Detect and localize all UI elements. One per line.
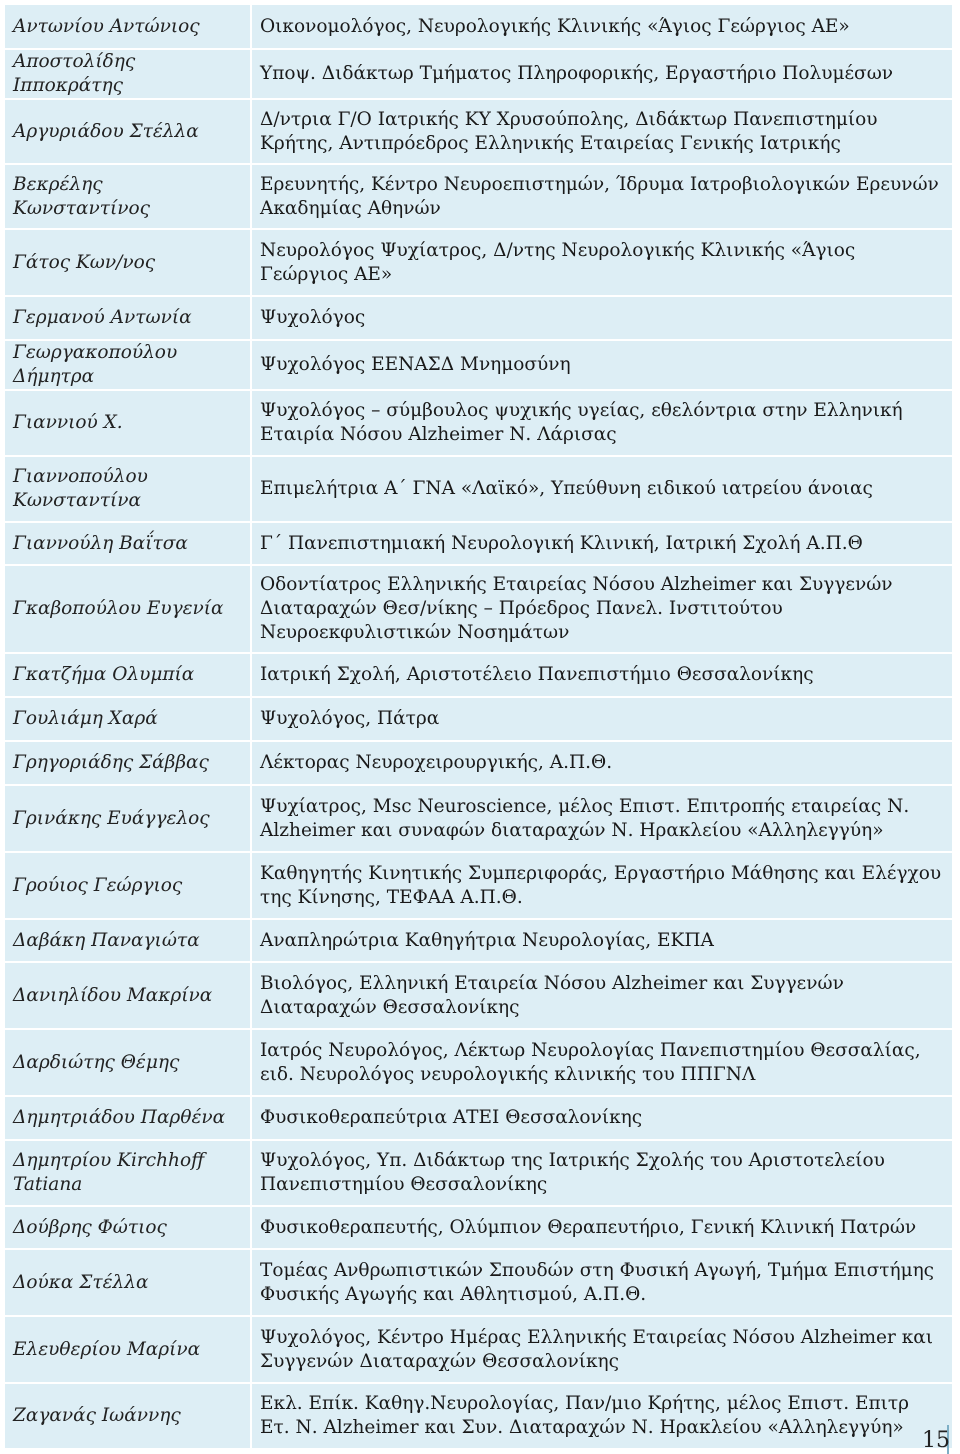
participant-name: Αντωνίου Αντώνιος xyxy=(4,4,251,49)
participant-name: Αργυριάδου Στέλλα xyxy=(4,99,251,164)
participant-name: Γρούιος Γεώργιος xyxy=(4,852,251,919)
participant-name: Γεωργακοπούλου Δήμητρα xyxy=(4,340,251,390)
participant-name: Δημητρίου Kirchhoff Tatiana xyxy=(4,1140,251,1206)
participant-affiliation: Εκλ. Επίκ. Καθηγ.Νευρολογίας, Παν/μιο Κρήτης, μέλος Επιστ. Επιτρ Ετ. Ν. Alzheimer και Συν. Διαταραχών Ν. Ηρακλείου «Αλληλεγγύη» xyxy=(251,1383,953,1449)
participant-name: Δημητριάδου Παρθένα xyxy=(4,1096,251,1140)
participant-name: Γρηγοριάδης Σάββας xyxy=(4,741,251,785)
participant-name: Ελευθερίου Μαρίνα xyxy=(4,1316,251,1383)
participant-name: Γιαννούλη Βαΐτσα xyxy=(4,522,251,565)
participant-affiliation: Φυσικοθεραπευτής, Ολύμπιον Θεραπευτήριο, Γενική Κλινική Πατρών xyxy=(251,1206,953,1249)
table-row xyxy=(4,456,953,522)
participant-affiliation: Ερευνητής, Κέντρο Νευροεπιστημών, Ίδρυμα Ιατροβιολογικών Ερευνών Ακαδημίας Αθηνών xyxy=(251,164,953,229)
participant-name: Γουλιάμη Χαρά xyxy=(4,697,251,741)
table-row xyxy=(4,1140,953,1206)
participant-name: Δούβρης Φώτιος xyxy=(4,1206,251,1249)
table-row xyxy=(4,741,953,785)
participant-affiliation: Ψυχολόγος, Υπ. Διδάκτωρ της Ιατρικής Σχολής του Αριστοτελείου Πανεπιστημίου Θεσσαλονίκης xyxy=(251,1140,953,1206)
participant-affiliation: Ψυχολόγος, Πάτρα xyxy=(251,697,953,741)
participant-affiliation: Ψυχολόγος ΕΕΝΑΣΔ Μνημοσύνη xyxy=(251,340,953,390)
table-row xyxy=(4,785,953,852)
participant-name: Ζαγανάς Ιωάννης xyxy=(4,1383,251,1449)
participant-affiliation: Αναπληρώτρια Καθηγήτρια Νευρολογίας, ΕΚΠΑ xyxy=(251,919,953,962)
table-row xyxy=(4,1383,953,1449)
table-row xyxy=(4,49,953,99)
participant-affiliation: Νευρολόγος Ψυχίατρος, Δ/ντης Νευρολογικής Κλινικής «Άγιος Γεώργιος ΑΕ» xyxy=(251,229,953,296)
table-row xyxy=(4,1316,953,1383)
participant-name: Γιαννιού Χ. xyxy=(4,390,251,456)
table-row xyxy=(4,1029,953,1096)
table-row xyxy=(4,229,953,296)
roster-page xyxy=(3,3,952,1450)
participant-affiliation: Τομέας Ανθρωπιστικών Σπουδών στη Φυσική Αγωγή, Τμήμα Επιστήμης Φυσικής Αγωγής και Αθλητισμού, Α.Π.Θ. xyxy=(251,1249,953,1316)
participant-affiliation: Ψυχολόγος, Κέντρο Ημέρας Ελληνικής Εταιρείας Νόσου Alzheimer και Συγγενών Διαταραχών Θεσσαλονίκης xyxy=(251,1316,953,1383)
participant-affiliation: Βιολόγος, Ελληνική Εταιρεία Νόσου Alzheimer και Συγγενών Διαταραχών Θεσσαλονίκης xyxy=(251,962,953,1029)
participant-name: Γκαβοπούλου Ευγενία xyxy=(4,565,251,653)
participant-name: Γάτος Κων/νος xyxy=(4,229,251,296)
participant-affiliation: Ψυχίατρος, Msc Neuroscience, μέλος Επιστ. Επιτροπής εταιρείας Ν. Alzheimer και συναφών διαταραχών Ν. Ηρακλείου «Αλληλεγγύη» xyxy=(251,785,953,852)
participant-affiliation: Γ΄ Πανεπιστημιακή Νευρολογική Κλινική, Ιατρική Σχολή Α.Π.Θ xyxy=(251,522,953,565)
participants-table-body xyxy=(4,4,953,1449)
participant-affiliation: Υποψ. Διδάκτωρ Τμήματος Πληροφορικής, Εργαστήριο Πολυμέσων xyxy=(251,49,953,99)
table-row xyxy=(4,697,953,741)
table-row xyxy=(4,340,953,390)
participant-name: Δανιηλίδου Μακρίνα xyxy=(4,962,251,1029)
table-row xyxy=(4,164,953,229)
participant-name: Βεκρέλης Κωνσταντίνος xyxy=(4,164,251,229)
table-row xyxy=(4,522,953,565)
page-number: 15 xyxy=(922,1428,950,1453)
table-row xyxy=(4,653,953,697)
participant-affiliation: Καθηγητής Κινητικής Συμπεριφοράς, Εργαστήριο Μάθησης και Ελέγχου της Κίνησης, ΤΕΦΑΑ Α.Π.Θ. xyxy=(251,852,953,919)
table-row xyxy=(4,962,953,1029)
table-row xyxy=(4,852,953,919)
participant-affiliation: Ψυχολόγος – σύμβουλος ψυχικής υγείας, εθελόντρια στην Ελληνική Εταιρία Νόσου Alzheimer Ν. Λάρισας xyxy=(251,390,953,456)
participant-affiliation: Επιμελήτρια Α΄ ΓΝΑ «Λαϊκό», Υπεύθυνη ειδικού ιατρείου άνοιας xyxy=(251,456,953,522)
participant-name: Γρινάκης Ευάγγελος xyxy=(4,785,251,852)
participant-name: Δαβάκη Παναγιώτα xyxy=(4,919,251,962)
table-row xyxy=(4,565,953,653)
participant-name: Γερμανού Αντωνία xyxy=(4,296,251,340)
participant-name: Γιαννοπούλου Κωνσταντίνα xyxy=(4,456,251,522)
participant-affiliation: Δ/ντρια Γ/Ο Ιατρικής ΚΥ Χρυσούπολης, Διδάκτωρ Πανεπιστημίου Κρήτης, Αντιπρόεδρος Ελληνικής Εταιρείας Γενικής Ιατρικής xyxy=(251,99,953,164)
table-row xyxy=(4,296,953,340)
table-row xyxy=(4,99,953,164)
participant-name: Γκατζήμα Ολυμπία xyxy=(4,653,251,697)
participant-affiliation: Ιατρική Σχολή, Αριστοτέλειο Πανεπιστήμιο Θεσσαλονίκης xyxy=(251,653,953,697)
table-row xyxy=(4,1096,953,1140)
participants-table xyxy=(3,3,954,1450)
table-row xyxy=(4,4,953,49)
table-row xyxy=(4,919,953,962)
participant-affiliation: Οδοντίατρος Ελληνικής Εταιρείας Νόσου Alzheimer και Συγγενών Διαταραχών Θεσ/νίκης – Πρόεδρος Πανελ. Ινστιτούτου Νευροεκφυλιστικών Νοσημάτων xyxy=(251,565,953,653)
participant-affiliation: Ψυχολόγος xyxy=(251,296,953,340)
table-row xyxy=(4,390,953,456)
participant-affiliation: Λέκτορας Νευροχειρουργικής, Α.Π.Θ. xyxy=(251,741,953,785)
participant-name: Δούκα Στέλλα xyxy=(4,1249,251,1316)
participant-affiliation: Οικονομολόγος, Νευρολογικής Κλινικής «Άγιος Γεώργιος ΑΕ» xyxy=(251,4,953,49)
table-row xyxy=(4,1206,953,1249)
participant-name: Δαρδιώτης Θέμης xyxy=(4,1029,251,1096)
participant-affiliation: Φυσικοθεραπεύτρια ΑΤΕΙ Θεσσαλονίκης xyxy=(251,1096,953,1140)
participant-name: Αποστολίδης Ιπποκράτης xyxy=(4,49,251,99)
table-row xyxy=(4,1249,953,1316)
participant-affiliation: Ιατρός Νευρολόγος, Λέκτωρ Νευρολογίας Πανεπιστημίου Θεσσαλίας, ειδ. Νευρολόγος νευρολογικής κλινικής του ΠΠΓΝΛ xyxy=(251,1029,953,1096)
